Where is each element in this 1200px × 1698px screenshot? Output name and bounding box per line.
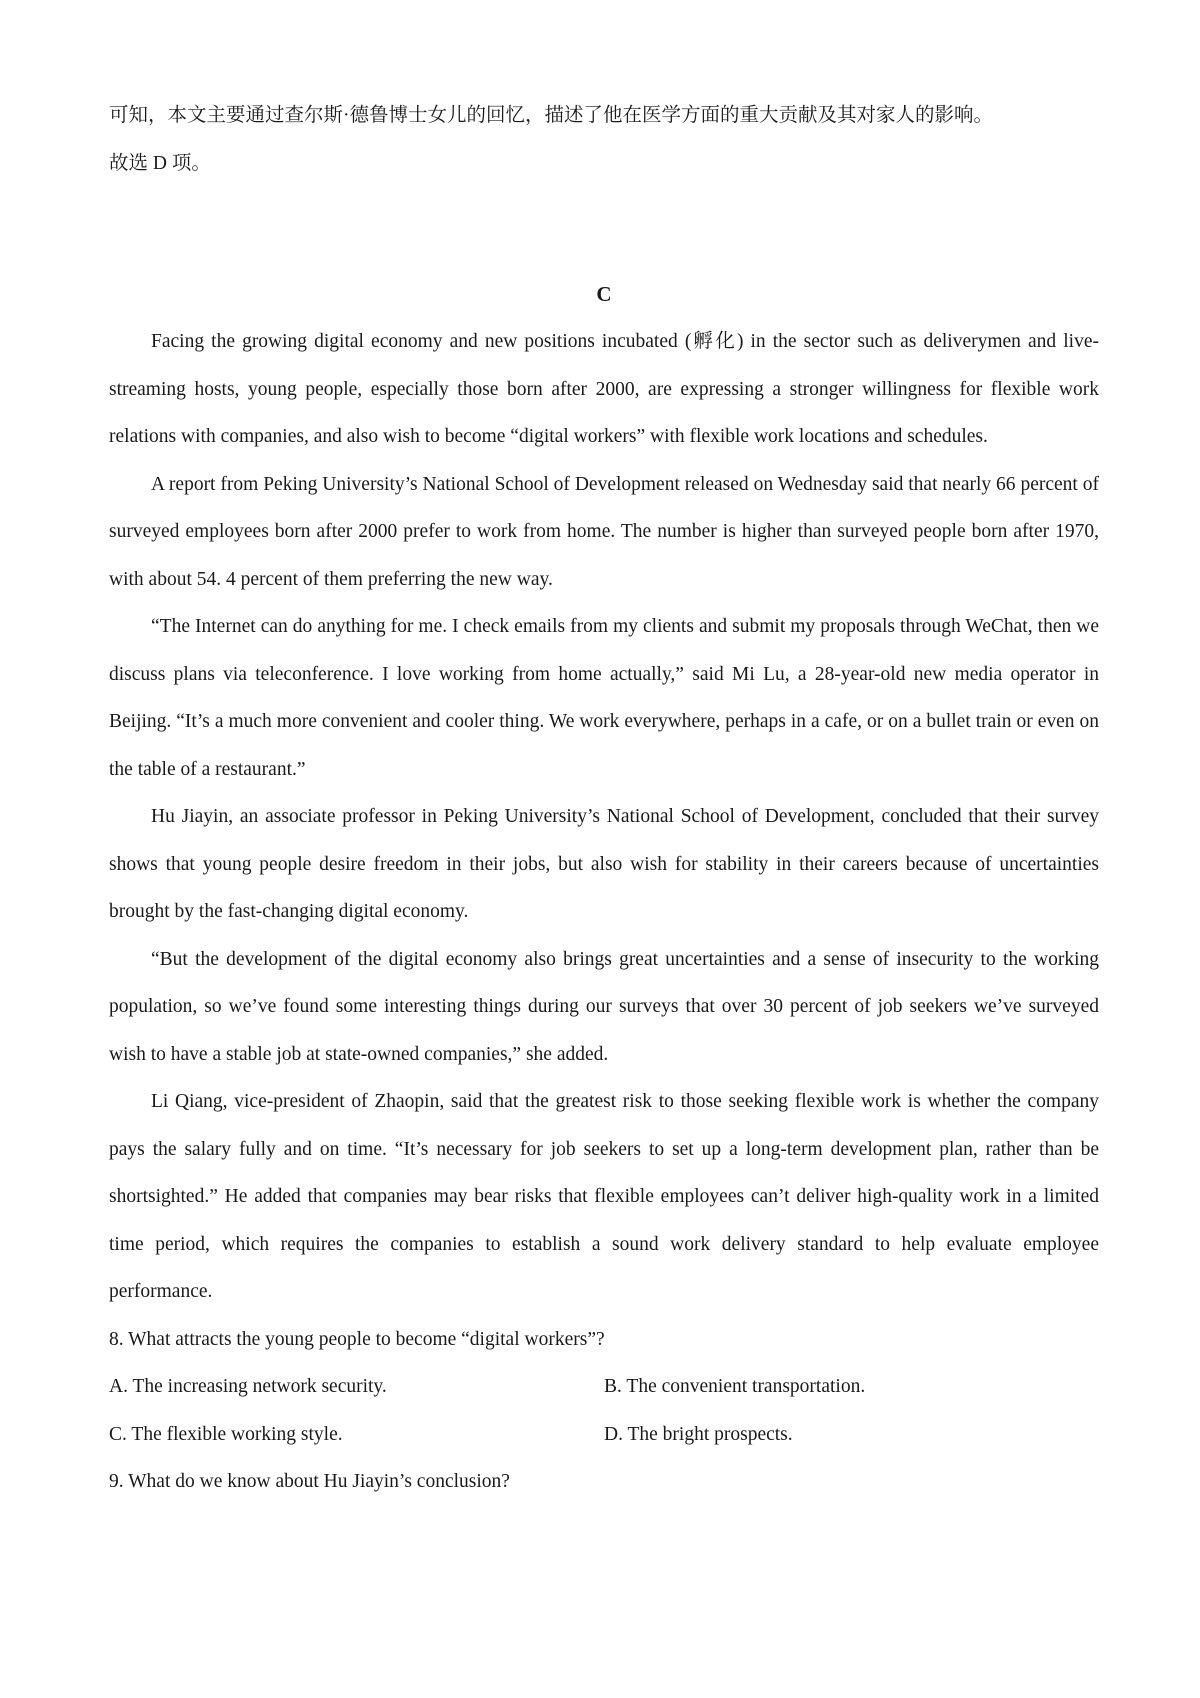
previous-answer-explanation — [109, 92, 1099, 187]
passage-paragraph-3: “The Internet can do anything for me. I check emails from my clients and submit my proposals through WeChat, then we discuss plans via teleconference. I love working from home actually,” said Mi Lu, a 28-year-old new media operator in Beijing. “It’s a much more convenient and cooler thing. We work everywhere, perhaps in a cafe, or on a bullet train or even on the table of a restaurant.” — [109, 616, 1099, 780]
document-page — [109, 92, 1099, 1506]
passage-paragraph-2: A report from Peking University’s National School of Development released on Wednesday said that nearly 66 percent of surveyed employees born after 2000 prefer to work from home. The number is higher than surveyed people born after 1970, with about 54. 4 percent of them preferring the new way. — [109, 473, 1099, 590]
question-8 — [109, 1316, 1099, 1459]
passage-paragraph-1: Facing the growing digital economy and new positions incubated (孵化) in the sector such as deliverymen and live-streaming hosts, young people, especially those born after 2000, are expressing a stronger willingness for flexible work relations with companies, and also wish to become “digital workers” with flexible work locations and schedules. — [109, 331, 1099, 447]
question-8-option-c: C. The flexible working style. — [109, 1423, 343, 1445]
passage — [109, 318, 1099, 1316]
question-8-stem: 8. What attracts the young people to become “digital workers”? — [109, 1328, 605, 1350]
passage-paragraph-5: “But the development of the digital economy also brings great uncertainties and a sense of insecurity to the working population, so we’ve found some interesting things during our surveys that over 30 percent of job seekers we’ve surveyed wish to have a stable job at state-owned companies,” she added. — [109, 948, 1099, 1065]
passage-paragraph-4: Hu Jiayin, an associate professor in Peking University’s National School of Development, concluded that their survey shows that young people desire freedom in their jobs, but also wish for stability in their careers because of uncertainties brought by the fast-changing digital economy. — [109, 806, 1099, 922]
question-8-options-row-2 — [109, 1411, 1099, 1459]
explanation-line-2: 故选 D 项。 — [109, 152, 211, 174]
section-title: C — [596, 282, 612, 306]
question-8-option-b: B. The convenient transportation. — [604, 1376, 866, 1397]
section-spacer — [109, 187, 1099, 271]
explanation-line-1: 可知，本文主要通过查尔斯·德鲁博士女儿的回忆，描述了他在医学方面的重大贡献及其对家人的影响。 — [109, 105, 993, 126]
question-8-option-a: A. The increasing network security. — [109, 1376, 387, 1397]
passage-paragraph-6: Li Qiang, vice-president of Zhaopin, said that the greatest risk to those seeking flexible work is whether the company pays the salary fully and on time. “It’s necessary for job seekers to set up a long-term development plan, rather than be shortsighted.” He added that companies may bear risks that flexible employees can’t deliver high-quality work in a limited time period, which requires the companies to establish a sound work delivery standard to help evaluate employee performance. — [109, 1091, 1099, 1302]
question-9 — [109, 1458, 1099, 1506]
question-8-option-d: D. The bright prospects. — [604, 1423, 793, 1445]
question-9-stem: 9. What do we know about Hu Jiayin’s conclusion? — [109, 1471, 510, 1492]
question-8-options-row-1 — [109, 1363, 1099, 1411]
